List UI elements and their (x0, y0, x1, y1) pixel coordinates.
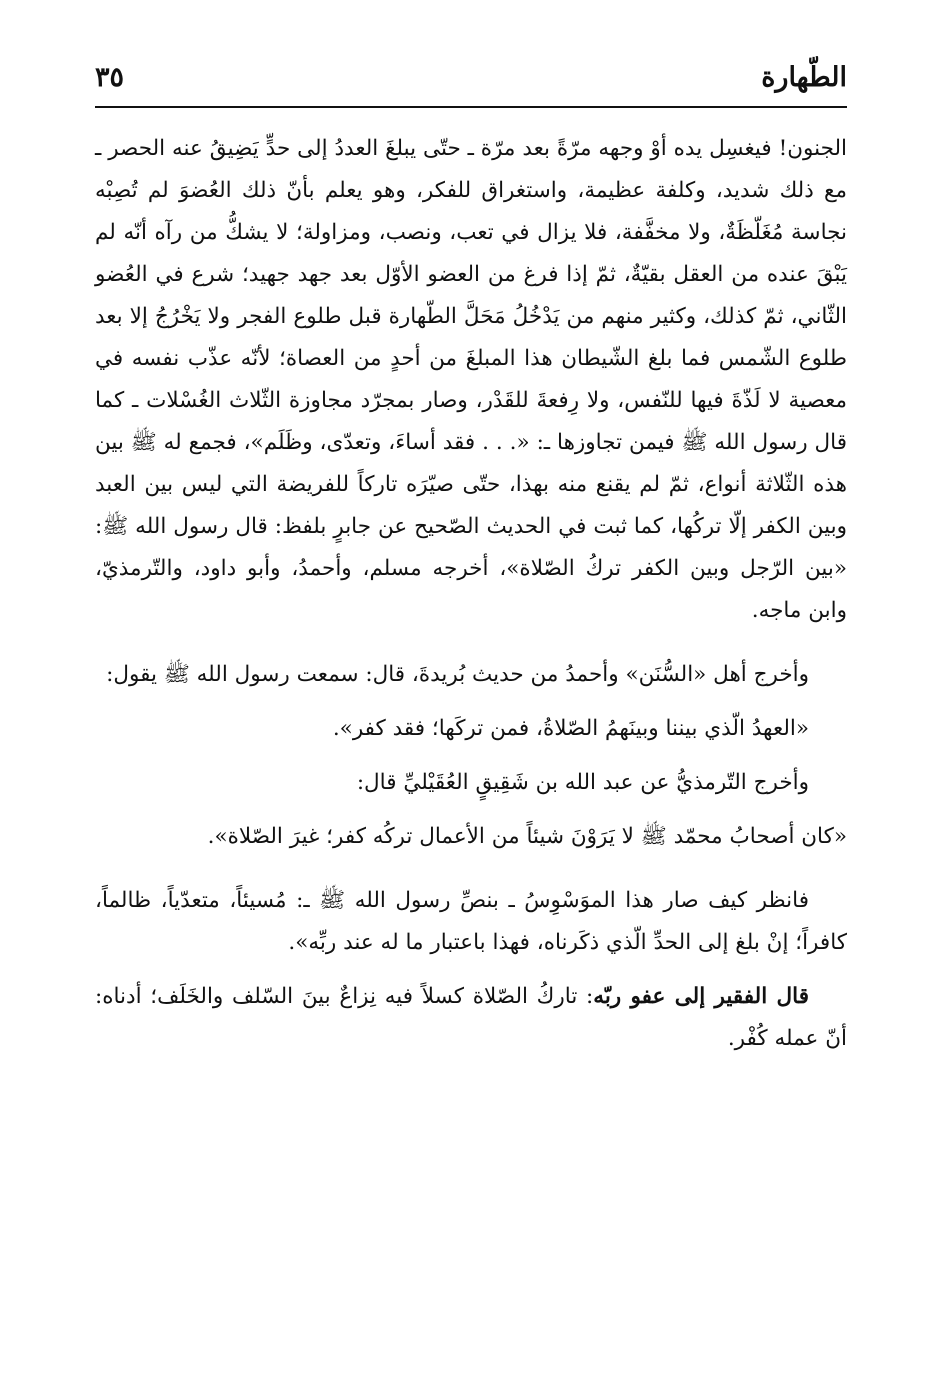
hadith-quote-2: «كان أصحابُ محمّد ﷺ لا يَرَوْنَ شيئاً من الأعمال تركُه كفر؛ غيرَ الصّلاة». (207, 824, 847, 849)
paragraph-1: الجنون! فيغسِل يده أوْ وجهه مرّةً بعد مرّة ـ حتّى يبلغَ العددُ إلى حدٍّ يَضِيقُ عنه الحصر ـ مع ذلك شديد، وكلفة عظيمة، واستغراق للفكر، وهو يعلم بأنّ ذلك العُضوَ لم تُصِبْه نجاسة مُغَلّظَةٌ، ولا مخفَّفة، فلا يزال في تعب، ونصب، ومزاولة؛ لا يشكُّ من رآه أنّه لم يَبْقَ عنده من العقل بقيّةٌ، ثمّ إذا فرغ من العضو الأوّل بعد جهد جهيد؛ شرع في العُضو الثّاني، ثمّ كذلك، وكثير منهم من يَدْخُلُ مَحَلَّ الطّهارة قبل طلوع الفجر ولا يَخْرُجُ إلا بعد طلوع الشّمس فما بلغ الشّيطان هذا المبلغَ من أحدٍ من العصاة؛ لأنّه عذّب نفسه في معصية لا لَذّةَ فيها للنّفس، ولا رِفعةَ للقَدْر، وصار بمجرّد مجاوزة الثّلاث الغُسْلات ـ كما قال رسول الله ﷺ فيمن تجاوزها ـ: «. . . فقد أساءَ، وتعدّى، وظَلَم»، فجمع له ﷺ بين هذه الثّلاثة أنواع، ثمّ لم يقنع منه بهذا، حتّى صيّرَه تاركاً للفريضة التي ليس بين العبد وبين الكفر إلّا تركُها، كما ثبت في الحديث الصّحيح عن جابرٍ بلفظ: قال رسول الله ﷺ: «بين الرّجل وبين الكفر تركُ الصّلاة»، أخرجه مسلم، وأحمدُ، وأبو داود، والتّرمذيّ، وابن ماجه. (95, 136, 847, 623)
spacer (95, 696, 847, 708)
page-body (95, 128, 847, 1060)
spacer (95, 632, 847, 654)
running-title: الطّهارة (761, 62, 847, 93)
spacer (95, 750, 847, 762)
paragraph-6: فانظر كيف صار هذا الموَسْوِسُ ـ بنصِّ رسول الله ﷺ ـ: مُسيئاً، متعدّياً، ظالماً، كافراً؛ إنْ بلغ إلى الحدِّ الّذي ذكَرناه، فهذا باعتبار ما له عند ربِّه». (95, 888, 847, 955)
hadith-quote-1: «العهدُ الّذي بيننا وبينَهمُ الصّلاةُ، فمن تركَها؛ فقد كفر». (332, 716, 809, 741)
spacer (95, 804, 847, 816)
spacer (95, 964, 847, 976)
author-remark-label: قال الفقير إلى عفو ربّه (593, 984, 809, 1009)
page-header (95, 58, 847, 98)
spacer (95, 858, 847, 880)
header-divider (95, 106, 847, 108)
page-number: ٣٥ (95, 62, 125, 93)
paragraph-4: وأخرج التّرمذيُّ عن عبد الله بن شَقِيقٍ العُقَيْليِّ قال: (356, 770, 809, 795)
author-remark-text: : تاركُ الصّلاة كسلاً فيه نِزاعٌ بينَ السّلف والخَلَف؛ أدناه: أنّ عمله كُفْر. (95, 984, 847, 1051)
paragraph-7 (95, 976, 847, 1060)
paragraph-2: وأخرج أهل «السُّنَن» وأحمدُ من حديث بُريدةَ، قال: سمعت رسول الله ﷺ يقول: (106, 662, 809, 687)
